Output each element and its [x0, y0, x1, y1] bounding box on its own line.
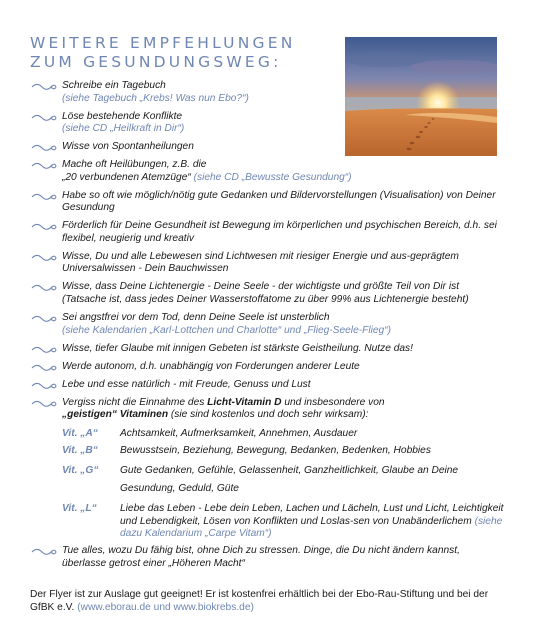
vitamin-label: Vit. „A“	[62, 427, 98, 439]
list-item	[30, 159, 505, 184]
list-item	[30, 312, 505, 337]
list-item-vitamins	[30, 397, 505, 422]
spiral-swirl-icon	[31, 112, 57, 123]
vitamin-list	[30, 428, 505, 541]
recommendation-list	[30, 80, 505, 576]
page-heading	[30, 34, 330, 72]
vitamin-label: Vit. „G“	[62, 465, 99, 477]
item-reference: (siehe CD „Heilkraft in Dir“)	[62, 123, 185, 135]
spiral-swirl-icon	[31, 282, 57, 293]
spiral-swirl-icon	[31, 380, 57, 391]
spiral-swirl-icon	[31, 546, 57, 557]
mental-vitamins-label: „geistigen“ Vitaminen	[62, 409, 169, 421]
footer-links[interactable]: (www.eborau.de und www.biokrebs.de)	[77, 601, 254, 613]
vitamin-intro-line-2	[62, 409, 505, 422]
item-text: Wisse, Du und alle Lebewesen sind Lichtwesen mit riesiger Energie und aus-geprägtem Universalwissen - Dein Bauchwissen	[62, 250, 459, 275]
item-text: Tue alles, wozu Du fähig bist, ohne Dich zu stressen. Dinge, die Du nicht ändern kannst, überlasse getrost einer „Höheren Macht“	[62, 545, 460, 570]
item-text-2: „20 verbundenen Atemzüge“	[62, 171, 191, 183]
vitamin-row-g	[62, 462, 505, 498]
vitamin-intro-pre: Vergiss nicht die Einnahme des	[62, 396, 208, 408]
vitamin-intro-post: (sie sind kostenlos und doch sehr wirksam):	[168, 409, 369, 421]
item-reference: (siehe Kalendarien „Karl-Lottchen und Charlotte“ und „Flieg-Seele-Flieg“)	[62, 324, 391, 336]
list-item	[30, 361, 505, 374]
spiral-swirl-icon	[31, 221, 57, 232]
item-reference: (siehe CD „Bewusste Gesundung“)	[193, 171, 352, 183]
spiral-swirl-icon	[31, 142, 57, 153]
spiral-swirl-icon	[31, 81, 57, 92]
vitamin-row-l	[62, 503, 505, 541]
spiral-swirl-icon	[31, 362, 57, 373]
list-item	[30, 220, 505, 245]
vitamin-row-b	[62, 445, 505, 458]
spiral-swirl-icon	[31, 160, 57, 171]
spiral-swirl-icon	[31, 313, 57, 324]
spiral-swirl-icon	[31, 344, 57, 355]
vitamin-intro-mid: und insbesondere von	[281, 396, 385, 408]
vitamin-intro-line-1	[62, 397, 505, 410]
vitamin-text: Gute Gedanken, Gefühle, Gelassenheit, Ganzheitlichkeit, Glaube an Deine Gesundung, Geduld, Güte	[120, 465, 459, 495]
item-text: Schreibe ein Tagebuch	[62, 80, 166, 91]
item-text: Werde autonom, d.h. unabhängig von Forderungen anderer Leute	[62, 360, 360, 372]
spiral-swirl-icon	[31, 191, 57, 202]
item-text: Wisse von Spontanheilungen	[62, 141, 194, 153]
item-text: Löse bestehende Konflikte	[62, 110, 183, 122]
spiral-swirl-icon	[31, 252, 57, 263]
item-text: Wisse, tiefer Glaube mit innigen Gebeten ist stärkste Geistheilung. Nutze das!	[62, 342, 413, 354]
vitamin-text: Achtsamkeit, Aufmerksamkeit, Annehmen, Ausdauer	[120, 427, 358, 439]
vitamin-reference: (siehe dazu Kalendarium „Carpe Vitam“)	[120, 515, 503, 540]
heading-line-2: ZUM GESUNDUNGSWEG:	[30, 53, 282, 71]
item-text: Sei angstfrei vor dem Tod, denn Deine Seele ist unsterblich	[62, 312, 330, 324]
spiral-swirl-icon	[31, 398, 57, 409]
list-item	[30, 251, 505, 276]
vitamin-row-a	[62, 428, 505, 441]
item-text-line-2	[62, 172, 505, 185]
vitamin-label: Vit. „B“	[62, 445, 98, 457]
list-item	[30, 545, 505, 570]
vitamin-label: Vit. „L“	[62, 503, 97, 514]
item-reference: (siehe Tagebuch „Krebs! Was nun Ebo?“)	[62, 92, 249, 104]
vitamin-d-label: Licht-Vitamin D	[207, 396, 282, 408]
list-item	[30, 343, 505, 356]
vitamin-text: Bewusstsein, Beziehung, Bewegung, Bedanken, Bedenken, Hobbies	[120, 445, 431, 457]
item-text: Habe so oft wie möglich/nötig gute Gedanken und Bildervorstellungen (Visualisation) von Deiner Gesundung	[62, 189, 496, 214]
footer-text: Der Flyer ist zur Auslage gut geeignet! Er ist kostenfrei erhältlich bei der Ebo-Rau-Stiftung und bei der GfBK e.V.	[30, 589, 489, 613]
item-text: Mache oft Heilübungen, z.B. die	[62, 159, 207, 171]
list-item	[30, 80, 505, 105]
item-text: Förderlich für Deine Gesundheit ist Bewegung im körperlichen und psychischen Bereich, d.h. sei flexibel, neugierig und kreativ	[62, 220, 497, 244]
item-text: Wisse, dass Deine Lichtenergie - Deine Seele - der wichtigste und größte Teil von Dir ist (Tatsache ist, dass jedes Deiner Wasserstoffatome zu über 99% aus Lichtenergie besteht)	[62, 281, 469, 306]
footer-note	[30, 589, 510, 615]
list-item	[30, 111, 505, 136]
heading-line-1: WEITERE EMPFEHLUNGEN	[30, 34, 296, 52]
list-item	[30, 379, 505, 392]
vitamin-text: Liebe das Leben - Lebe dein Leben, Lachen und Lächeln, Lust und Licht, Leichtigkeit und Lebendigkeit, Lösen von Konflikten und Loslas-sen von Unabänderlichem	[120, 503, 504, 527]
list-item	[30, 281, 505, 306]
list-item	[30, 190, 505, 215]
list-item	[30, 141, 505, 154]
item-text: Lebe und esse natürlich - mit Freude, Genuss und Lust	[62, 378, 311, 390]
